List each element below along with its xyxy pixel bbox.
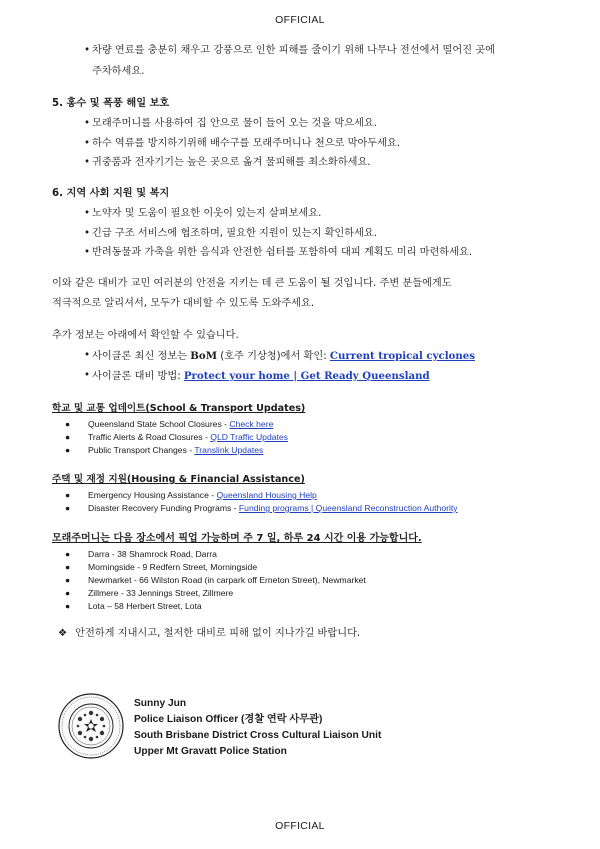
sandbag-location: [65, 574, 366, 586]
section6-title: 6. 지역 사회 지원 및 복지: [52, 188, 170, 199]
item-text: Disaster Recovery Funding Programs -: [88, 503, 239, 513]
housing-item: [65, 502, 458, 514]
school-transport-item: [65, 431, 288, 443]
housing-header: 주택 및 재정 지원(Housing & Financial Assistance): [52, 474, 305, 485]
item-text: Public Transport Changes -: [88, 445, 195, 455]
bullet-dot: ●: [65, 549, 71, 559]
location-text: Zillmere - 33 Jennings Street, Zillmere: [88, 588, 234, 598]
section5-item: • 귀중품과 전자기기는 높은 곳으로 옮겨 물피해를 최소화하세요.: [92, 156, 371, 170]
cyclone-info-mid: (호주 기상청)에서 확인:: [216, 351, 330, 362]
bullet-dot: ●: [65, 562, 71, 572]
diamond-bullet-icon: ❖: [58, 628, 68, 639]
bullet-dot: ●: [65, 601, 71, 611]
translink-updates-link[interactable]: Translink Updates: [194, 445, 264, 455]
bullet-dot: ●: [65, 445, 71, 455]
location-text: Morningside - 9 Redfern Street, Morningside: [88, 562, 258, 572]
bullet-dot: ●: [65, 503, 71, 513]
bom-label: BoM: [190, 350, 217, 362]
closing-line2: 적극적으로 알리셔서, 모두가 대비할 수 있도록 도와주세요.: [52, 298, 315, 309]
vehicle-bullet-line1: • 차량 연료를 충분히 채우고 강풍으로 인한 피해를 줄이기 위해 나무나 전선에서 떨어진 곳에: [92, 44, 495, 58]
section5-title: 5. 홍수 및 폭풍 해일 보호: [52, 98, 170, 109]
official-footer: OFFICIAL: [275, 820, 325, 832]
section6-item: • 긴급 구조 서비스에 협조하며, 필요한 지원이 있는지 확인하세요.: [92, 227, 377, 241]
cyclone-info-prefix: 사이클론 최신 정보는: [92, 351, 191, 362]
section5-item: • 하수 역류를 방지하기위해 배수구를 모래주머니나 천으로 막아두세요.: [92, 137, 400, 151]
funding-programs-link[interactable]: Funding programs | Queensland Reconstruction Authority: [238, 503, 458, 513]
sandbag-location: [65, 600, 202, 612]
school-transport-item: [65, 444, 264, 456]
bullet-dot: ●: [65, 575, 71, 585]
bullet-dot: ●: [65, 588, 71, 598]
closing-line1: 이와 같은 대비가 교민 여러분의 안전을 지키는 데 큰 도움이 될 것입니다. 주변 분들에게도: [52, 278, 452, 289]
final-note-text: 안전하게 지내시고, 철저한 대비로 피해 없이 지나가길 바랍니다.: [75, 628, 361, 639]
sandbag-location: [65, 561, 258, 573]
check-here-link[interactable]: Check here: [229, 419, 274, 429]
signature-unit: South Brisbane District Cross Cultural Liaison Unit: [134, 730, 382, 741]
cyclone-prep-item: [92, 369, 430, 384]
school-transport-item: [65, 418, 274, 430]
signature-name: Sunny Jun: [134, 698, 187, 709]
location-text: Darra - 38 Shamrock Road, Darra: [88, 549, 217, 559]
cyclone-info-item: [92, 349, 475, 364]
cyclone-prep-prefix: 사이클론 대비 방법:: [92, 371, 184, 382]
sandbag-location: [65, 587, 234, 599]
school-transport-header: 학교 및 교통 업데이트(School & Transport Updates): [52, 403, 306, 414]
official-header: OFFICIAL: [275, 14, 325, 26]
signature-station: Upper Mt Gravatt Police Station: [134, 746, 287, 757]
bullet-dot: ●: [65, 419, 71, 429]
qld-traffic-updates-link[interactable]: QLD Traffic Updates: [210, 432, 288, 442]
section6-item: • 반려동물과 가축을 위한 음식과 안전한 쉼터를 포함하여 대피 계획도 미리 마련하세요.: [92, 246, 472, 260]
housing-item: [65, 489, 317, 501]
vehicle-bullet-line2: 주차하세요.: [92, 66, 145, 77]
section5-item: • 모래주머니를 사용하여 집 안으로 물이 들어 오는 것을 막으세요.: [92, 117, 377, 131]
more-info-intro: 추가 정보는 아래에서 확인할 수 있습니다.: [52, 330, 239, 341]
final-note: [58, 627, 360, 641]
queensland-housing-help-link[interactable]: Queensland Housing Help: [216, 490, 317, 500]
current-tropical-cyclones-link[interactable]: Current tropical cyclones: [329, 350, 475, 362]
item-text: Queensland State School Closures -: [88, 419, 230, 429]
location-text: Newmarket - 66 Wilston Road (in carpark off Erneton Street), Newmarket: [88, 575, 366, 585]
signature-role: Police Liaison Officer (경찰 연락 사무관): [134, 714, 323, 725]
police-seal-icon: [58, 693, 124, 759]
bullet-dot: ●: [65, 432, 71, 442]
sandbag-header: 모래주머니는 다음 장소에서 픽업 가능하며 주 7 일, 하루 24 시간 이용 가능합니다.: [52, 533, 422, 544]
protect-your-home-link[interactable]: Protect your home | Get Ready Queensland: [183, 370, 430, 382]
item-text: Traffic Alerts & Road Closures -: [88, 432, 211, 442]
sandbag-location: [65, 548, 217, 560]
bullet-dot: ●: [65, 490, 71, 500]
section6-item: • 노약자 및 도움이 필요한 이웃이 있는지 살펴보세요.: [92, 207, 321, 221]
item-text: Emergency Housing Assistance -: [88, 490, 217, 500]
location-text: Lota – 58 Herbert Street, Lota: [88, 601, 202, 611]
